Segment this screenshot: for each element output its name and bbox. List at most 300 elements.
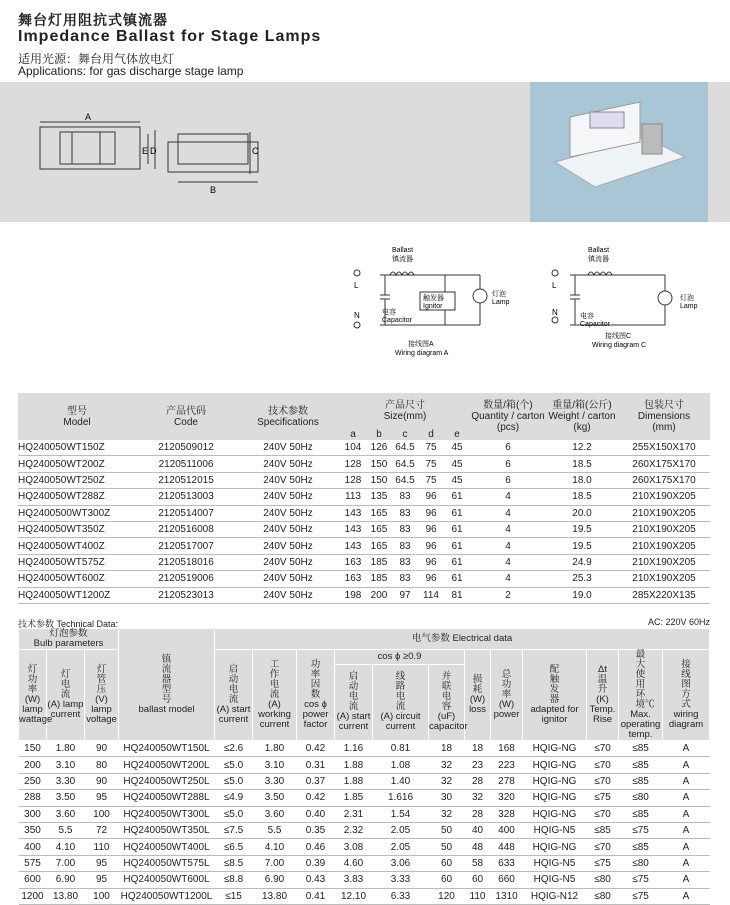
table-cell: A — [663, 790, 710, 806]
table-cell: 198 — [340, 587, 366, 603]
table-cell: 240V 50Hz — [236, 571, 340, 587]
table-cell: ≤80 — [619, 790, 663, 806]
table-cell: 32 — [465, 790, 491, 806]
table-cell: 350 — [19, 822, 47, 838]
table-cell: 400 — [491, 822, 523, 838]
table-cell: 30 — [429, 790, 465, 806]
table-row — [19, 790, 710, 806]
table-cell: HQIG-NG — [523, 790, 587, 806]
table-cell: 200 — [19, 757, 47, 773]
header-code: 产品代码 Code — [136, 393, 236, 440]
table-row — [18, 456, 710, 472]
table-cell: 285X220X135 — [618, 587, 710, 603]
table-cell: HQ240050WT350Z — [18, 521, 136, 537]
table-cell: ≤85 — [587, 822, 619, 838]
table-cell: 328 — [491, 806, 523, 822]
table-cell: A — [663, 888, 710, 904]
table-cell: 6.90 — [253, 872, 297, 888]
table-cell: 633 — [491, 855, 523, 871]
table-cell: HQ240050WT250L — [119, 773, 215, 789]
table-cell: 135 — [366, 489, 392, 505]
table-cell: 223 — [491, 757, 523, 773]
table-cell: 0.35 — [297, 822, 335, 838]
table-row — [18, 538, 710, 554]
table-cell: HQ240050WT250Z — [18, 472, 136, 488]
line-l: L — [354, 281, 359, 290]
table-cell: 19.5 — [546, 521, 618, 537]
table-cell: 13.80 — [253, 888, 297, 904]
table-cell: 96 — [418, 505, 444, 521]
header-loss: 损耗 (W) loss — [465, 650, 491, 741]
header-ignitor: 配触发器 adapted for ignitor — [523, 650, 587, 741]
table-cell: HQ240050WT350L — [119, 822, 215, 838]
table-cell: 4 — [470, 538, 546, 554]
table-cell: 163 — [340, 571, 366, 587]
capacitor-label-cn: 电容 — [382, 309, 396, 316]
table-cell: A — [663, 822, 710, 838]
table-row — [18, 521, 710, 537]
table-cell: 61 — [444, 571, 470, 587]
table-cell: 25.3 — [546, 571, 618, 587]
table-cell: 240V 50Hz — [236, 587, 340, 603]
table-cell: HQ2400500WT300Z — [18, 505, 136, 521]
table-cell: 0.42 — [297, 741, 335, 757]
table-cell: HQIG-NG — [523, 741, 587, 757]
table-cell: ≤8.8 — [215, 872, 253, 888]
line-n: N — [354, 311, 360, 320]
table-cell: ≤75 — [587, 790, 619, 806]
table-cell: 45 — [444, 456, 470, 472]
table-cell: 2120517007 — [136, 538, 236, 554]
table-cell: 600 — [19, 872, 47, 888]
table-cell: 61 — [444, 554, 470, 570]
table-cell: HQIG-N5 — [523, 855, 587, 871]
header-electrical: 电气参数 Electrical data — [215, 629, 710, 650]
table-cell: 32 — [429, 757, 465, 773]
table-cell: ≤85 — [619, 757, 663, 773]
table-cell: 2120514007 — [136, 505, 236, 521]
table-cell: HQ240050WT150L — [119, 741, 215, 757]
table-cell: 1.85 — [335, 790, 373, 806]
table-cell: 210X190X205 — [618, 505, 710, 521]
header-start-current: 启动电流 (A) start current — [215, 650, 253, 741]
table-cell: ≤70 — [587, 757, 619, 773]
table-row — [18, 489, 710, 505]
table-cell: ≤5.0 — [215, 806, 253, 822]
table-cell: 4 — [470, 521, 546, 537]
table-row — [19, 773, 710, 789]
table-cell: ≤80 — [587, 872, 619, 888]
table-cell: 0.46 — [297, 839, 335, 855]
table-cell: 83 — [392, 571, 418, 587]
table-cell: 240V 50Hz — [236, 489, 340, 505]
table-cell: A — [663, 806, 710, 822]
table-cell: 260X175X170 — [618, 456, 710, 472]
table-cell: 104 — [340, 440, 366, 456]
table-row — [18, 587, 710, 603]
table-cell: 2 — [470, 587, 546, 603]
table-cell: 278 — [491, 773, 523, 789]
table-cell: 240V 50Hz — [236, 472, 340, 488]
line-l: L — [552, 281, 557, 290]
header-a: a — [340, 429, 366, 440]
header-e: e — [444, 429, 470, 440]
table-cell: 3.30 — [253, 773, 297, 789]
caption: Wiring diagram A — [395, 350, 449, 357]
dim-c: C — [252, 146, 259, 156]
technical-data-table — [18, 628, 710, 905]
table-cell: 83 — [392, 538, 418, 554]
table-cell: 185 — [366, 571, 392, 587]
header-start-current-2: 启动电流 (A) start current — [335, 664, 373, 740]
table-cell: 2120512015 — [136, 472, 236, 488]
dim-d: D — [150, 146, 157, 156]
header-wiring: 接线图方式 wiring diagram — [663, 650, 710, 741]
table-cell: 75 — [418, 472, 444, 488]
table-cell: 3.60 — [47, 806, 85, 822]
table-cell: 20.0 — [546, 505, 618, 521]
table-cell: 165 — [366, 521, 392, 537]
table-cell: 1200 — [19, 888, 47, 904]
table-cell: 240V 50Hz — [236, 521, 340, 537]
table-cell: HQ240050WT400L — [119, 839, 215, 855]
table-cell: ≤7.5 — [215, 822, 253, 838]
table-cell: 240V 50Hz — [236, 538, 340, 554]
table-cell: 3.33 — [373, 872, 429, 888]
table-cell: HQIG-NG — [523, 806, 587, 822]
table-cell: 81 — [444, 587, 470, 603]
table-cell: 1.16 — [335, 741, 373, 757]
table-cell: HQ240050WT575Z — [18, 554, 136, 570]
table-cell: 48 — [465, 839, 491, 855]
table-cell: 1.80 — [47, 741, 85, 757]
table-cell: 4.10 — [47, 839, 85, 855]
table-cell: 23 — [465, 757, 491, 773]
header-temp-rise: Δt 温升 (K) Temp. Rise — [587, 650, 619, 741]
table-cell: 165 — [366, 538, 392, 554]
table-cell: HQIG-NG — [523, 757, 587, 773]
lamp-label-cn: 灯泡 — [680, 295, 694, 302]
applications-cn: 适用光源：舞台用气体放电灯 — [18, 52, 175, 66]
technical-data-label: 技术参数 Technical Data: — [18, 619, 119, 629]
line-n: N — [552, 308, 558, 317]
table-cell: 1.88 — [335, 757, 373, 773]
table-cell: 75 — [418, 440, 444, 456]
table-cell: 95 — [85, 872, 119, 888]
header-circuit-current: 线路电流 (A) circuit current — [373, 664, 429, 740]
table-cell: 96 — [418, 554, 444, 570]
table-cell: ≤85 — [619, 741, 663, 757]
table-cell: 448 — [491, 839, 523, 855]
header-lamp-voltage: 灯管压 (V) lamp voltage — [85, 650, 119, 741]
ballast-label-cn: 镇流器 — [392, 256, 413, 263]
table-row — [19, 855, 710, 871]
table-cell: 260X175X170 — [618, 472, 710, 488]
table-cell: ≤5.0 — [215, 773, 253, 789]
capacitor-label: Capacitor — [382, 317, 412, 324]
table-cell: 4 — [470, 489, 546, 505]
table-cell: 0.31 — [297, 757, 335, 773]
table-cell: 120 — [429, 888, 465, 904]
lamp-label: Lamp — [680, 303, 698, 310]
table-cell: 110 — [465, 888, 491, 904]
header-cos: cos ϕ ≥0.9 — [335, 650, 465, 665]
table-cell: 185 — [366, 554, 392, 570]
lamp-icon — [658, 291, 672, 305]
ac-label: AC: 220V 60Hz — [647, 617, 710, 627]
table-cell: 6 — [470, 440, 546, 456]
table-cell: ≤70 — [587, 741, 619, 757]
table-row — [18, 472, 710, 488]
table-cell: 72 — [85, 822, 119, 838]
table-cell: A — [663, 855, 710, 871]
table-cell: ≤85 — [619, 839, 663, 855]
table-cell: 210X190X205 — [618, 538, 710, 554]
table-cell: 2120511006 — [136, 456, 236, 472]
header-model: 型号 Model — [18, 393, 136, 440]
table-cell: ≤80 — [587, 888, 619, 904]
table-cell: 2.31 — [335, 806, 373, 822]
table-cell: HQ240050WT600Z — [18, 571, 136, 587]
table-cell: 64.5 — [392, 440, 418, 456]
table-cell: A — [663, 757, 710, 773]
header-working-current: 工作电流 (A) working current — [253, 650, 297, 741]
table-cell: 3.50 — [47, 790, 85, 806]
title-cn: 舞台灯用阻抗式镇流器 — [18, 12, 168, 28]
table-cell: 114 — [418, 587, 444, 603]
table-cell: 0.37 — [297, 773, 335, 789]
table-cell: 2.05 — [373, 839, 429, 855]
ballast-top-view — [40, 127, 140, 169]
table-cell: 61 — [444, 538, 470, 554]
table-cell: 61 — [444, 521, 470, 537]
table-cell: 4 — [470, 505, 546, 521]
table-cell: 13.80 — [47, 888, 85, 904]
table-row — [18, 440, 710, 456]
table-cell: 240V 50Hz — [236, 505, 340, 521]
table-cell: 96 — [418, 489, 444, 505]
dimension-drawing — [0, 82, 530, 222]
table-cell: 163 — [340, 554, 366, 570]
table-cell: 6.90 — [47, 872, 85, 888]
table-cell: HQIG-N5 — [523, 872, 587, 888]
table-cell: 0.81 — [373, 741, 429, 757]
header-qty: 数量/箱(个) Quantity / carton (pcs) — [470, 393, 546, 440]
table-cell: 83 — [392, 521, 418, 537]
table-cell: ≤15 — [215, 888, 253, 904]
table-cell: HQ240050WT200Z — [18, 456, 136, 472]
header-b: b — [366, 429, 392, 440]
header-lamp-current: 灯电流 (A) lamp current — [47, 650, 85, 741]
table-cell: 61 — [444, 505, 470, 521]
table-cell: 1.88 — [335, 773, 373, 789]
table-cell: 210X190X205 — [618, 521, 710, 537]
table-cell: 2120523013 — [136, 587, 236, 603]
table-cell: 210X190X205 — [618, 571, 710, 587]
table-cell: 113 — [340, 489, 366, 505]
table-cell: 97 — [392, 587, 418, 603]
dim-b: B — [209, 185, 217, 195]
table-cell: 7.00 — [47, 855, 85, 871]
table-cell: 90 — [85, 773, 119, 789]
table-cell: 50 — [429, 822, 465, 838]
table-row — [19, 839, 710, 855]
table-cell: 2120519006 — [136, 571, 236, 587]
header-weight: 重量/箱(公斤) Weight / carton (kg) — [546, 393, 618, 440]
table-cell: ≤75 — [619, 888, 663, 904]
table-cell: 3.30 — [47, 773, 85, 789]
table-cell: HQ240050WT150Z — [18, 440, 136, 456]
table-cell: 60 — [429, 855, 465, 871]
table-cell: HQ240050WT575L — [119, 855, 215, 871]
header-wattage: 灯功率 (W) lamp wattage — [19, 650, 47, 741]
table-cell: 4 — [470, 571, 546, 587]
table-cell: HQ240050WT400Z — [18, 538, 136, 554]
table-cell: 7.00 — [253, 855, 297, 871]
table-cell: 3.08 — [335, 839, 373, 855]
lamp-label-cn: 灯泡 — [492, 291, 506, 298]
table-cell: 18 — [429, 741, 465, 757]
table-cell: 0.39 — [297, 855, 335, 871]
table-cell: ≤4.9 — [215, 790, 253, 806]
table-cell: 83 — [392, 489, 418, 505]
table-cell: 4 — [470, 554, 546, 570]
table-cell: 128 — [340, 456, 366, 472]
header-bulb: 灯泡参数 Bulb parameters — [19, 629, 119, 650]
header-dimensions: 包装尺寸 Dimensions (mm) — [618, 393, 710, 440]
table-row — [19, 822, 710, 838]
table-cell: 28 — [465, 806, 491, 822]
caption-cn: 接线图C — [605, 333, 632, 340]
table-cell: 28 — [465, 773, 491, 789]
wiring-diagram-a — [340, 240, 530, 360]
table-cell: 50 — [429, 839, 465, 855]
table-cell: 6 — [470, 456, 546, 472]
table-cell: 250 — [19, 773, 47, 789]
dim-e: E — [142, 146, 149, 156]
table-cell: 32 — [429, 773, 465, 789]
table-cell: 95 — [85, 855, 119, 871]
caption-cn: 接线图A — [408, 341, 434, 348]
table-cell: 100 — [85, 888, 119, 904]
table-row — [18, 505, 710, 521]
table-cell: 168 — [491, 741, 523, 757]
table-cell: HQIG-NG — [523, 773, 587, 789]
table-cell: 24.9 — [546, 554, 618, 570]
table-row — [18, 571, 710, 587]
table-cell: 210X190X205 — [618, 489, 710, 505]
table-row — [19, 741, 710, 757]
table-cell: 288 — [19, 790, 47, 806]
table-cell: 150 — [366, 472, 392, 488]
capacitor-label: Capacitor — [580, 321, 610, 328]
table-cell: 1.54 — [373, 806, 429, 822]
table-cell: 2120509012 — [136, 440, 236, 456]
table-cell: 90 — [85, 741, 119, 757]
table-cell: 96 — [418, 571, 444, 587]
table-cell: HQIG-N5 — [523, 822, 587, 838]
table-cell: ≤5.0 — [215, 757, 253, 773]
table-cell: 40 — [465, 822, 491, 838]
table-cell: 19.5 — [546, 538, 618, 554]
ignitor-label: Ignitor — [423, 303, 443, 310]
table-cell: 83 — [392, 554, 418, 570]
table-cell: 3.60 — [253, 806, 297, 822]
table-row — [19, 872, 710, 888]
table-cell: 12.2 — [546, 440, 618, 456]
table-cell: 1310 — [491, 888, 523, 904]
table-cell: ≤75 — [587, 855, 619, 871]
table-cell: 128 — [340, 472, 366, 488]
table-cell: ≤6.5 — [215, 839, 253, 855]
table-cell: ≤85 — [619, 806, 663, 822]
table-cell: 2.05 — [373, 822, 429, 838]
table-cell: 150 — [366, 456, 392, 472]
table-cell: ≤70 — [587, 806, 619, 822]
ballast-side-view — [168, 142, 258, 172]
header-c: c — [392, 429, 418, 440]
table-cell: 5.5 — [253, 822, 297, 838]
caption: Wiring diagram C — [592, 342, 647, 349]
table-cell: 0.41 — [297, 888, 335, 904]
table-cell: 210X190X205 — [618, 554, 710, 570]
table-cell: 80 — [85, 757, 119, 773]
table-cell: HQ240050WT288Z — [18, 489, 136, 505]
table-row — [19, 888, 710, 904]
table-cell: 660 — [491, 872, 523, 888]
table-cell: 1.08 — [373, 757, 429, 773]
table-cell: ≤75 — [619, 822, 663, 838]
table-cell: 60 — [429, 872, 465, 888]
ballast-spec-table — [18, 393, 710, 604]
table-cell: 1.80 — [253, 741, 297, 757]
table-cell: 2.32 — [335, 822, 373, 838]
table-cell: 61 — [444, 489, 470, 505]
table-cell: 255X150X170 — [618, 440, 710, 456]
table-cell: 12.10 — [335, 888, 373, 904]
header-d: d — [418, 429, 444, 440]
table-cell: 1.616 — [373, 790, 429, 806]
table-cell: HQ240050WT1200L — [119, 888, 215, 904]
table-cell: 6.33 — [373, 888, 429, 904]
table-cell: 18 — [465, 741, 491, 757]
wiring-diagram-c — [540, 240, 720, 360]
table-cell: 240V 50Hz — [236, 456, 340, 472]
table-cell: 1.40 — [373, 773, 429, 789]
table-cell: 2120516008 — [136, 521, 236, 537]
table-cell: 18.5 — [546, 489, 618, 505]
table-cell: HQIG-N12 — [523, 888, 587, 904]
table-cell: 60 — [465, 872, 491, 888]
table-cell: 3.10 — [253, 757, 297, 773]
header-power: 总功率 (W) power — [491, 650, 523, 741]
table-cell: 18.5 — [546, 456, 618, 472]
table-cell: 143 — [340, 538, 366, 554]
table-cell: 0.42 — [297, 790, 335, 806]
header-capacitor: 并联电容 (uF) capacitor — [429, 664, 465, 740]
header-spec: 技术参数 Specifications — [236, 393, 340, 440]
table-cell: ≤70 — [587, 773, 619, 789]
table-cell: 75 — [418, 456, 444, 472]
table-cell: 150 — [19, 741, 47, 757]
ballast-label: Ballast — [588, 247, 610, 254]
table-cell: 2120513003 — [136, 489, 236, 505]
header-size: 产品尺寸 Size(mm) — [340, 393, 470, 429]
lamp-icon — [473, 289, 487, 303]
table-cell: HQ240050WT1200Z — [18, 587, 136, 603]
table-cell: 3.83 — [335, 872, 373, 888]
header-ballast-model: 镇流器型号 ballast model — [119, 629, 215, 741]
